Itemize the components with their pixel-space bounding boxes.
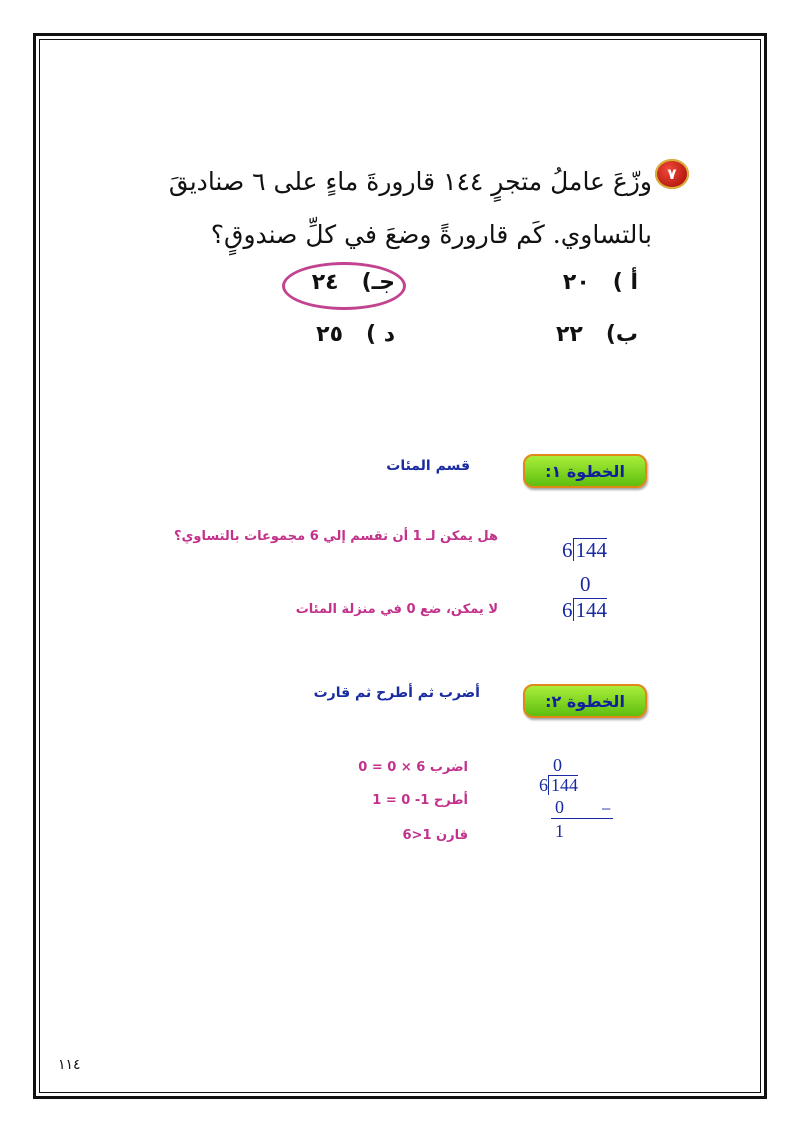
- step-2-compare: قارن 1<6: [402, 828, 468, 843]
- option-c-letter: جـ): [361, 270, 395, 295]
- division-3-divisor: 6: [539, 775, 548, 795]
- division-1: [562, 538, 607, 561]
- option-c[interactable]: [312, 270, 395, 295]
- option-a-value: ٢٠: [562, 270, 590, 295]
- division-3-subtract-line: [551, 818, 613, 819]
- division-2-divisor: 6: [562, 598, 573, 622]
- division-3-remainder: 1: [555, 821, 564, 841]
- option-b-value: ٢٢: [555, 322, 583, 347]
- division-1-divisor: 6: [562, 538, 573, 562]
- step-2-multiply: اضرب 6 × 0 = 0: [358, 760, 468, 775]
- step-1-label: الخطوة ١:: [545, 461, 625, 481]
- step-1-title: قسم المئات: [386, 458, 470, 474]
- page-frame-inner: [39, 39, 761, 1093]
- division-3-product: 0: [555, 797, 564, 817]
- step-1-answer: لا يمكن، ضع 0 في منزلة المئات: [295, 602, 498, 617]
- division-3-minus: −: [601, 799, 612, 819]
- option-c-value: ٢٤: [311, 270, 339, 295]
- option-a-letter: أ ): [612, 270, 638, 295]
- option-b-letter: ب): [605, 322, 638, 347]
- step-2-label: الخطوة ٢:: [545, 691, 625, 711]
- option-d-value: ٢٥: [316, 322, 343, 347]
- division-2-quotient: 0: [580, 572, 591, 596]
- option-b[interactable]: [556, 322, 638, 347]
- option-d[interactable]: [316, 322, 395, 347]
- division-2-dividend: 144: [573, 598, 608, 621]
- step-2-badge: [523, 684, 647, 718]
- step-2-title: أضرب ثم أطرح ثم قارت: [313, 685, 480, 701]
- division-3-dividend: 144: [548, 775, 578, 795]
- division-1-dividend: 144: [573, 538, 608, 561]
- question-line-2: بالتساوي. كَم قارورةً وضعَ في كلِّ صندوقٍ؟: [210, 220, 652, 249]
- question-line-1: وزّعَ عاملُ متجرٍ ١٤٤ قارورةَ ماءٍ على ٦ صناديقَ: [168, 167, 652, 196]
- division-3-quotient: 0: [553, 755, 562, 775]
- division-2: [562, 598, 607, 621]
- division-3: [539, 775, 578, 795]
- question-number: ٧: [667, 165, 677, 183]
- option-d-letter: د ): [365, 322, 395, 347]
- step-2-subtract: أطرح 1- 0 = 1: [372, 793, 468, 808]
- question-number-badge: [655, 159, 689, 189]
- step-1-question: هل يمكن لـ 1 أن تقسم إلي 6 مجموعات بالتساوي؟: [173, 529, 498, 544]
- option-a[interactable]: [563, 270, 638, 295]
- page-number: ١١٤: [58, 1057, 81, 1073]
- step-1-badge: [523, 454, 647, 488]
